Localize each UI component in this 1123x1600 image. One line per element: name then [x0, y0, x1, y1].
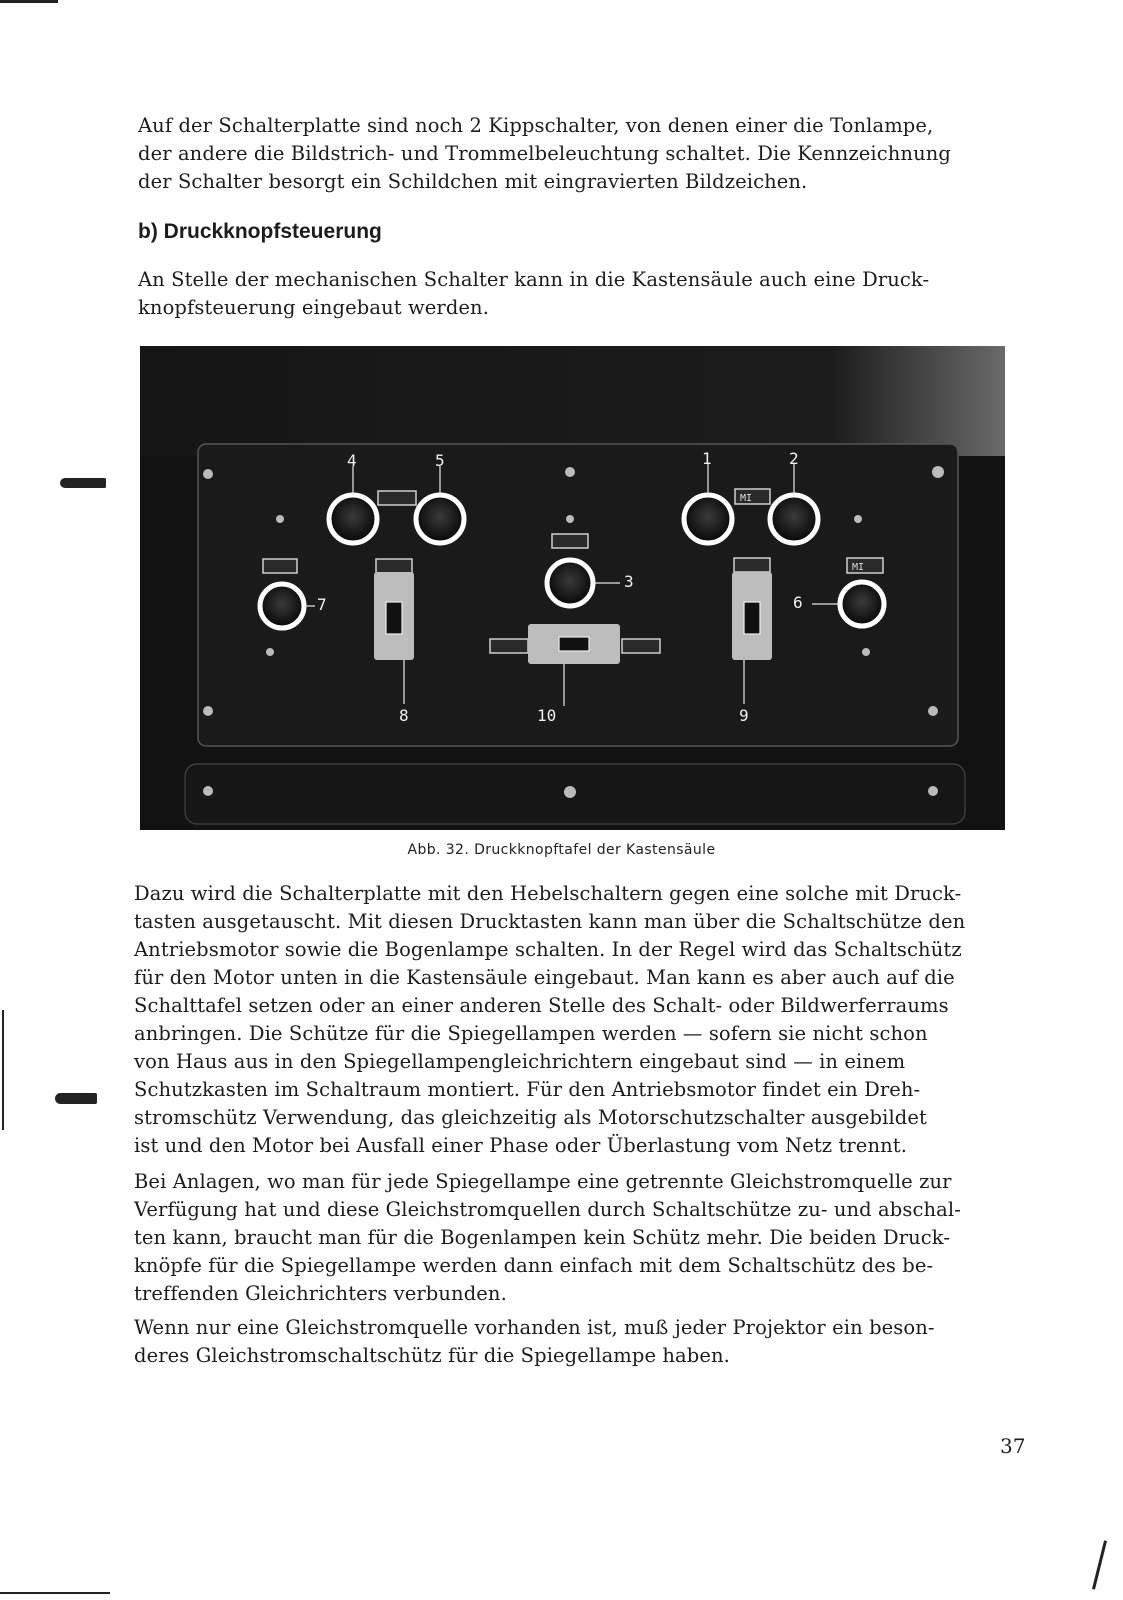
callout-label: 4 — [347, 451, 357, 470]
scan-mark — [1092, 1540, 1107, 1589]
page-number: 37 — [1000, 1434, 1026, 1458]
scan-mark — [60, 478, 106, 488]
text-line: treffenden Gleichrichters verbunden. — [134, 1282, 507, 1305]
text-line: stromschütz Verwendung, das gleichzeitig als Motorschutzschalter ausgebildet — [134, 1106, 927, 1129]
callout-label: 3 — [624, 572, 634, 591]
text-line: knopfsteuerung eingebaut werden. — [138, 296, 490, 319]
text-line: der Schalter besorgt ein Schildchen mit eingravierten Bildzeichen. — [138, 170, 808, 193]
text-line: Wenn nur eine Gleichstromquelle vorhanden ist, muß jeder Projektor ein beson- — [134, 1316, 935, 1339]
callout-label: 9 — [739, 706, 749, 725]
text-line: An Stelle der mechanischen Schalter kann in die Kastensäule auch eine Druck- — [138, 268, 930, 291]
tag-text: MI — [740, 493, 753, 504]
text-line: Bei Anlagen, wo man für jede Spiegellampe eine getrennte Gleichstromquelle zur — [134, 1170, 952, 1193]
text-line: Auf der Schalterplatte sind noch 2 Kippschalter, von denen einer die Tonlampe, — [138, 114, 934, 137]
text-line: der andere die Bildstrich- und Trommelbeleuchtung schaltet. Die Kennzeichnung — [138, 142, 951, 165]
text-line: deres Gleichstromschaltschütz für die Spiegellampe haben. — [134, 1344, 730, 1367]
callout-label: 6 — [793, 593, 803, 612]
scan-mark — [0, 1592, 110, 1594]
text-line: ist und den Motor bei Ausfall einer Phase oder Überlastung vom Netz trennt. — [134, 1134, 907, 1157]
text-line: Schalttafel setzen oder an einer anderen Stelle des Schalt- oder Bildwerferraums — [134, 994, 949, 1017]
text-line: Verfügung hat und diese Gleichstromquellen durch Schaltschütze zu- und abschal- — [134, 1198, 961, 1221]
section-heading: b) Druckknopfsteuerung — [138, 220, 382, 243]
text-line: Schutzkasten im Schaltraum montiert. Für den Antriebsmotor findet ein Dreh- — [134, 1078, 921, 1101]
body-paragraph-2 — [134, 1168, 1010, 1308]
text-line: für den Motor unten in die Kastensäule eingebaut. Man kann es aber auch auf die — [134, 966, 955, 989]
tag-text: MI — [852, 562, 865, 573]
text-line: anbringen. Die Schütze für die Spiegellampen werden — sofern sie nicht schon — [134, 1022, 928, 1045]
section-intro-paragraph — [138, 266, 1010, 322]
text-line: von Haus aus in den Spiegellampengleichrichtern eingebaut sind — in einem — [134, 1050, 906, 1073]
text-line: ten kann, braucht man für die Bogenlampen kein Schütz mehr. Die beiden Druck- — [134, 1226, 951, 1249]
intro-paragraph — [138, 112, 1010, 196]
scan-mark — [0, 0, 58, 3]
figure-photo — [140, 346, 1005, 830]
push-button-panel-illustration — [140, 346, 1005, 830]
text-line: Dazu wird die Schalterplatte mit den Hebelschaltern gegen eine solche mit Druck- — [134, 882, 962, 905]
text-line: tasten ausgetauscht. Mit diesen Drucktasten kann man über die Schaltschütze den — [134, 910, 966, 933]
callout-label: 2 — [789, 449, 799, 468]
text-line: Antriebsmotor sowie die Bogenlampe schalten. In der Regel wird das Schaltschütz — [134, 938, 962, 961]
callout-label: 7 — [317, 595, 327, 614]
figure-caption: Abb. 32. Druckknopftafel der Kastensäule — [407, 842, 716, 858]
body-paragraph-3 — [134, 1314, 1010, 1370]
text-line: knöpfe für die Spiegellampe werden dann einfach mit dem Schaltschütz des be- — [134, 1254, 934, 1277]
scan-mark — [55, 1093, 97, 1104]
body-paragraph-1 — [134, 880, 1010, 1160]
callout-label: 10 — [537, 706, 557, 725]
scan-mark — [2, 1010, 4, 1130]
callout-label: 5 — [435, 451, 445, 470]
callout-label: 8 — [399, 706, 409, 725]
callout-label: 1 — [702, 449, 712, 468]
